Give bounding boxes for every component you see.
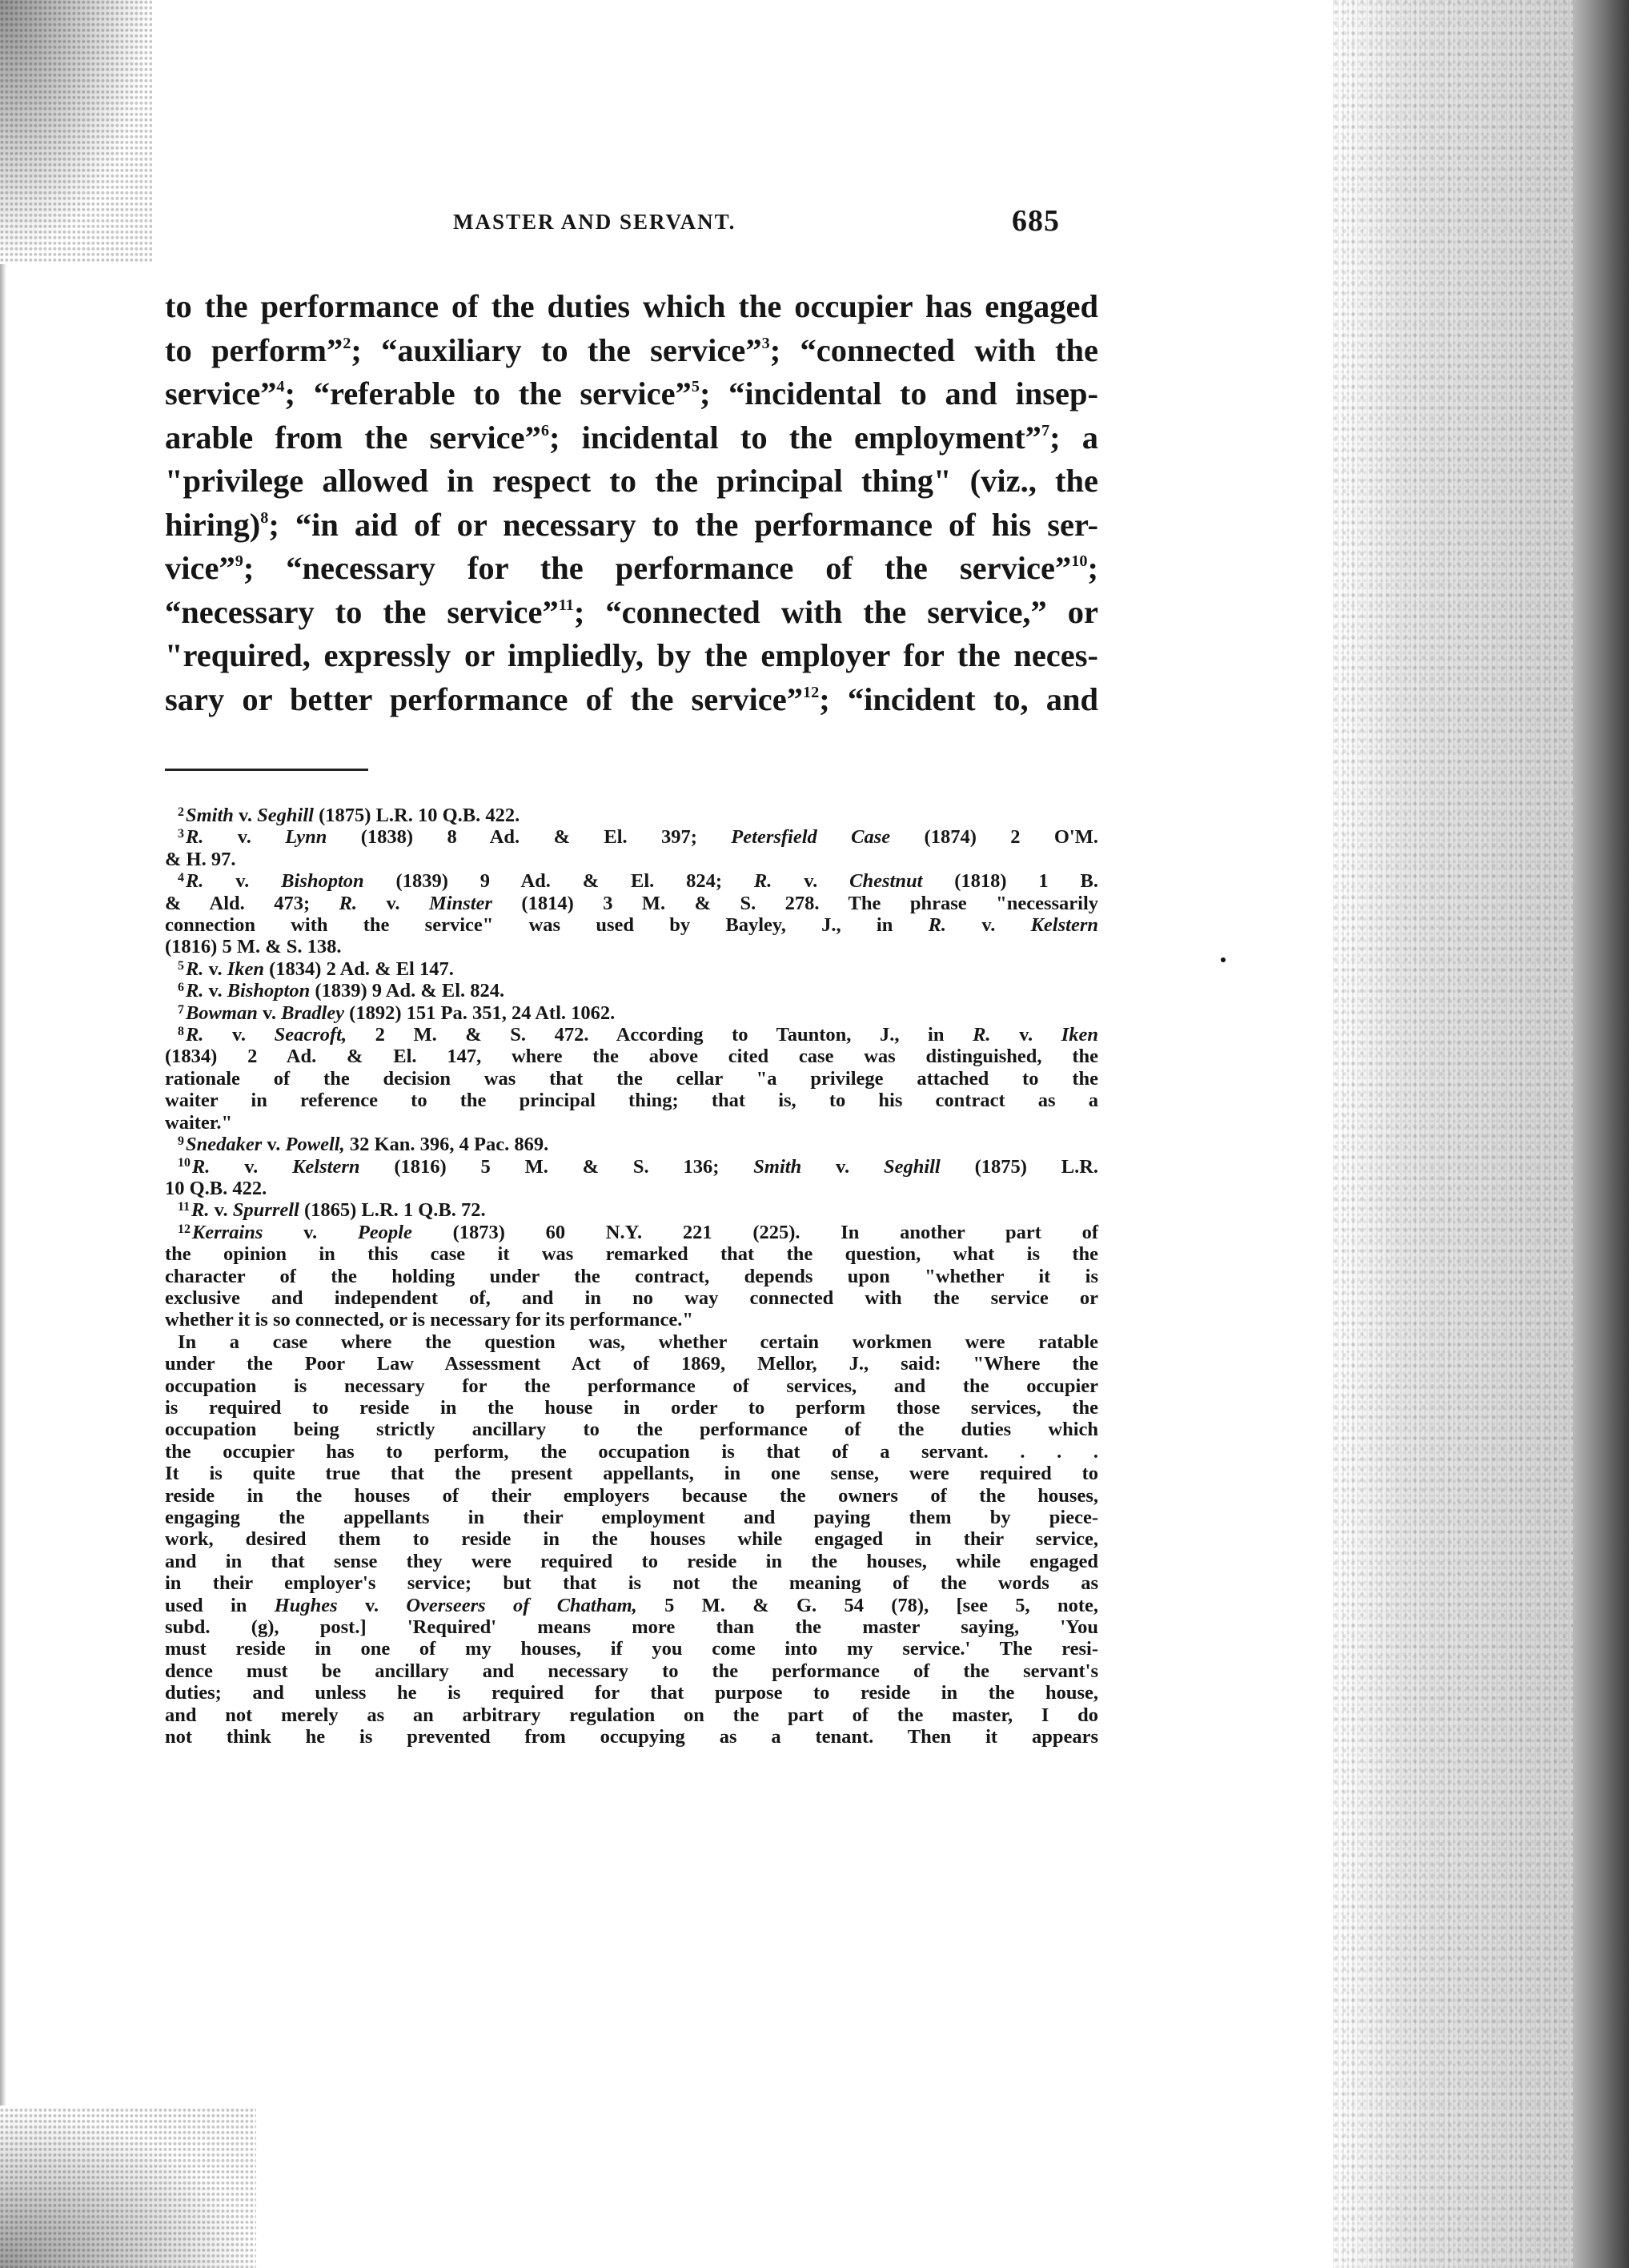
footnote <box>165 958 1098 980</box>
footnote-line: $^3$R. v. Lynn (1838) 8 Ad. & El. 397; Petersfield Case (1874) 2 O'M. <box>178 826 1098 849</box>
footnote-line: duties; and unless he is required for that purpose to reside in the house, <box>165 1682 1098 1704</box>
footnote-line: $^4$R. v. Bishopton (1839) 9 Ad. & El. 824; R. v. Chestnut (1818) 1 B. <box>178 870 1098 893</box>
footnote-line: $^8$R. v. Seacroft, 2 M. & S. 472. According to Taunton, J., in R. v. Iken <box>178 1024 1098 1046</box>
footnote <box>165 980 1098 1002</box>
footnote-line: subd. (g), post.] 'Required' means more than the master saying, 'You <box>165 1616 1098 1639</box>
scan-noise-bottom-left <box>0 2108 256 2268</box>
footnote-line: 10 Q.B. 422. <box>165 1177 267 1199</box>
footnote <box>165 1199 1098 1221</box>
footnote-line: and in that sense they were required to reside in the houses, while engaged <box>165 1550 1098 1572</box>
page-number: 685 <box>1012 204 1060 238</box>
footnote-line: $^6$R. v. Bishopton (1839) 9 Ad. & El. 824. <box>178 980 505 1002</box>
footnote-line: exclusive and independent of, and in no way connected with the service or <box>165 1287 1098 1309</box>
footnote-line: and not merely as an arbitrary regulation on the part of the master, I do <box>165 1704 1098 1726</box>
footnote-line: $^{10}$R. v. Kelstern (1816) 5 M. & S. 136; Smith v. Seghill (1875) L.R. <box>178 1155 1099 1178</box>
body-line: vice”$^9$; “necessary for the performance of the service”$^{10}$; <box>165 550 1098 586</box>
footnote-line: the occupier has to perform, the occupation is that of a servant. . . . <box>165 1440 1098 1463</box>
page-edge-left <box>0 264 6 2105</box>
footnote-line: (1834) 2 Ad. & El. 147, where the above cited case was distinguished, the <box>165 1046 1098 1068</box>
footnote-line: not think he is prevented from occupying as a tenant. Then it appears <box>165 1726 1098 1748</box>
footnotes <box>165 805 1098 1748</box>
footnote-line: in their employer's service; but that is not the meaning of the words as <box>165 1572 1098 1595</box>
page-edge-right <box>1573 0 1629 2268</box>
footnote <box>165 1002 1098 1024</box>
body-line: "required, expressly or impliedly, by the employer for the neces- <box>165 637 1098 673</box>
footnote-line: $^2$Smith v. Seghill (1875) L.R. 10 Q.B. 422. <box>178 805 520 826</box>
footnote-ref: 9 <box>235 552 243 570</box>
footnote-rule <box>165 769 368 771</box>
footnote-ref: 7 <box>1041 421 1050 440</box>
body-line: to perform”$^2$; “auxiliary to the service”$^3$; “connected with the <box>165 331 1099 368</box>
body-line: to the performance of the duties which the occupier has engaged <box>165 288 1098 324</box>
body-line: hiring)$^8$; “in aid of or necessary to the performance of his ser- <box>165 506 1098 543</box>
footnote-line: character of the holding under the contract, depends upon "whether it is <box>165 1265 1098 1287</box>
footnote <box>165 805 1098 826</box>
footnote-line: It is quite true that the present appellants, in one sense, were required to <box>165 1463 1098 1485</box>
footnote-line: under the Poor Law Assessment Act of 1869, Mellor, J., said: "Where the <box>165 1353 1098 1375</box>
footnote <box>165 1156 1098 1200</box>
footnote-line: used in Hughes v. Overseers of Chatham, 5 M. & G. 54 (78), [see 5, note, <box>165 1594 1098 1616</box>
footnote-ref: 6 <box>540 421 550 440</box>
footnote-paragraph <box>165 1331 1098 1748</box>
footnote-line: work, desired them to reside in the houses while engaged in their service, <box>165 1528 1098 1551</box>
footnote <box>165 826 1098 870</box>
footnote-ref: 10 <box>1071 552 1088 570</box>
footnote-line: whether it is so connected, or is necessary for its performance." <box>165 1309 694 1331</box>
body-line: arable from the service”$^6$; incidental to the employment”$^7$; a <box>165 419 1098 456</box>
scan-noise-top-left <box>0 0 152 264</box>
body-text <box>165 285 1098 721</box>
footnote-ref: 4 <box>276 377 285 395</box>
footnote-ref: 5 <box>691 377 700 395</box>
footnote <box>165 1134 1098 1155</box>
footnote-ref: 11 <box>558 596 574 614</box>
footnote-ref: 3 <box>761 334 770 352</box>
footnote-line: rationale of the decision was that the cellar "a privilege attached to the <box>165 1067 1098 1090</box>
footnote <box>165 1024 1098 1134</box>
footnote-line: & Ald. 473; R. v. Minster (1814) 3 M. & S. 278. The phrase "necessarily <box>165 892 1098 914</box>
footnote-line: $^7$Bowman v. Bradley (1892) 151 Pa. 351, 24 Atl. 1062. <box>178 1002 616 1024</box>
body-line: service”$^4$; “referable to the service”$^5$; “incidental to and insep- <box>165 375 1098 411</box>
footnote-line: (1816) 5 M. & S. 138. <box>165 936 342 958</box>
footnote-line: occupation is necessary for the performance of services, and the occupier <box>165 1375 1098 1397</box>
footnote-line: & H. 97. <box>165 848 236 870</box>
footnote-line: $^{11}$R. v. Spurrell (1865) L.R. 1 Q.B. 72. <box>178 1199 486 1222</box>
footnote-line: $^{12}$Kerrains v. People (1873) 60 N.Y. 221 (225). In another part of <box>178 1221 1098 1243</box>
footnote-line: dence must be ancillary and necessary to the performance of the servant's <box>165 1660 1098 1682</box>
footnote-ref: 12 <box>802 683 820 701</box>
footnote-line: waiter." <box>165 1111 233 1134</box>
footnote-ref: 8 <box>260 508 269 527</box>
footnote <box>165 1222 1098 1331</box>
running-head: MASTER AND SERVANT. <box>453 210 736 234</box>
footnote-line: must reside in one of my houses, if you come into my service.' The resi- <box>165 1638 1098 1660</box>
footnote-line: the opinion in this case it was remarked that the question, what is the <box>165 1243 1098 1266</box>
footnote-line: connection with the service" was used by Bayley, J., in R. v. Kelstern <box>165 914 1098 937</box>
footnote <box>165 870 1098 958</box>
footnote-line: occupation being strictly ancillary to the performance of the duties which <box>165 1419 1098 1441</box>
footnote-line: engaging the appellants in their employment and paying them by piece- <box>165 1507 1098 1528</box>
footnote-line: $^9$Snedaker v. Powell, 32 Kan. 396, 4 Pac. 869. <box>178 1134 549 1156</box>
footnote-line: $^5$R. v. Iken (1834) 2 Ad. & El 147. <box>178 957 454 980</box>
body-line: “necessary to the service”$^{11}$; “connected with the service,” or <box>165 593 1098 630</box>
footnote-line: In a case where the question was, whether certain workmen were ratable <box>178 1331 1098 1353</box>
footnote-ref: 2 <box>343 334 351 352</box>
footnote-line: waiter in reference to the principal thing; that is, to his contract as a <box>165 1090 1098 1112</box>
footnote-line: reside in the houses of their employers because the owners of the houses, <box>165 1484 1098 1507</box>
body-line: "privilege allowed in respect to the principal thing" (viz., the <box>165 463 1098 499</box>
footnote-line: is required to reside in the house in order to perform those services, the <box>165 1396 1098 1419</box>
stray-mark <box>1221 957 1226 962</box>
body-line: sary or better performance of the service”$^{12}$; “incident to, and <box>165 680 1099 717</box>
